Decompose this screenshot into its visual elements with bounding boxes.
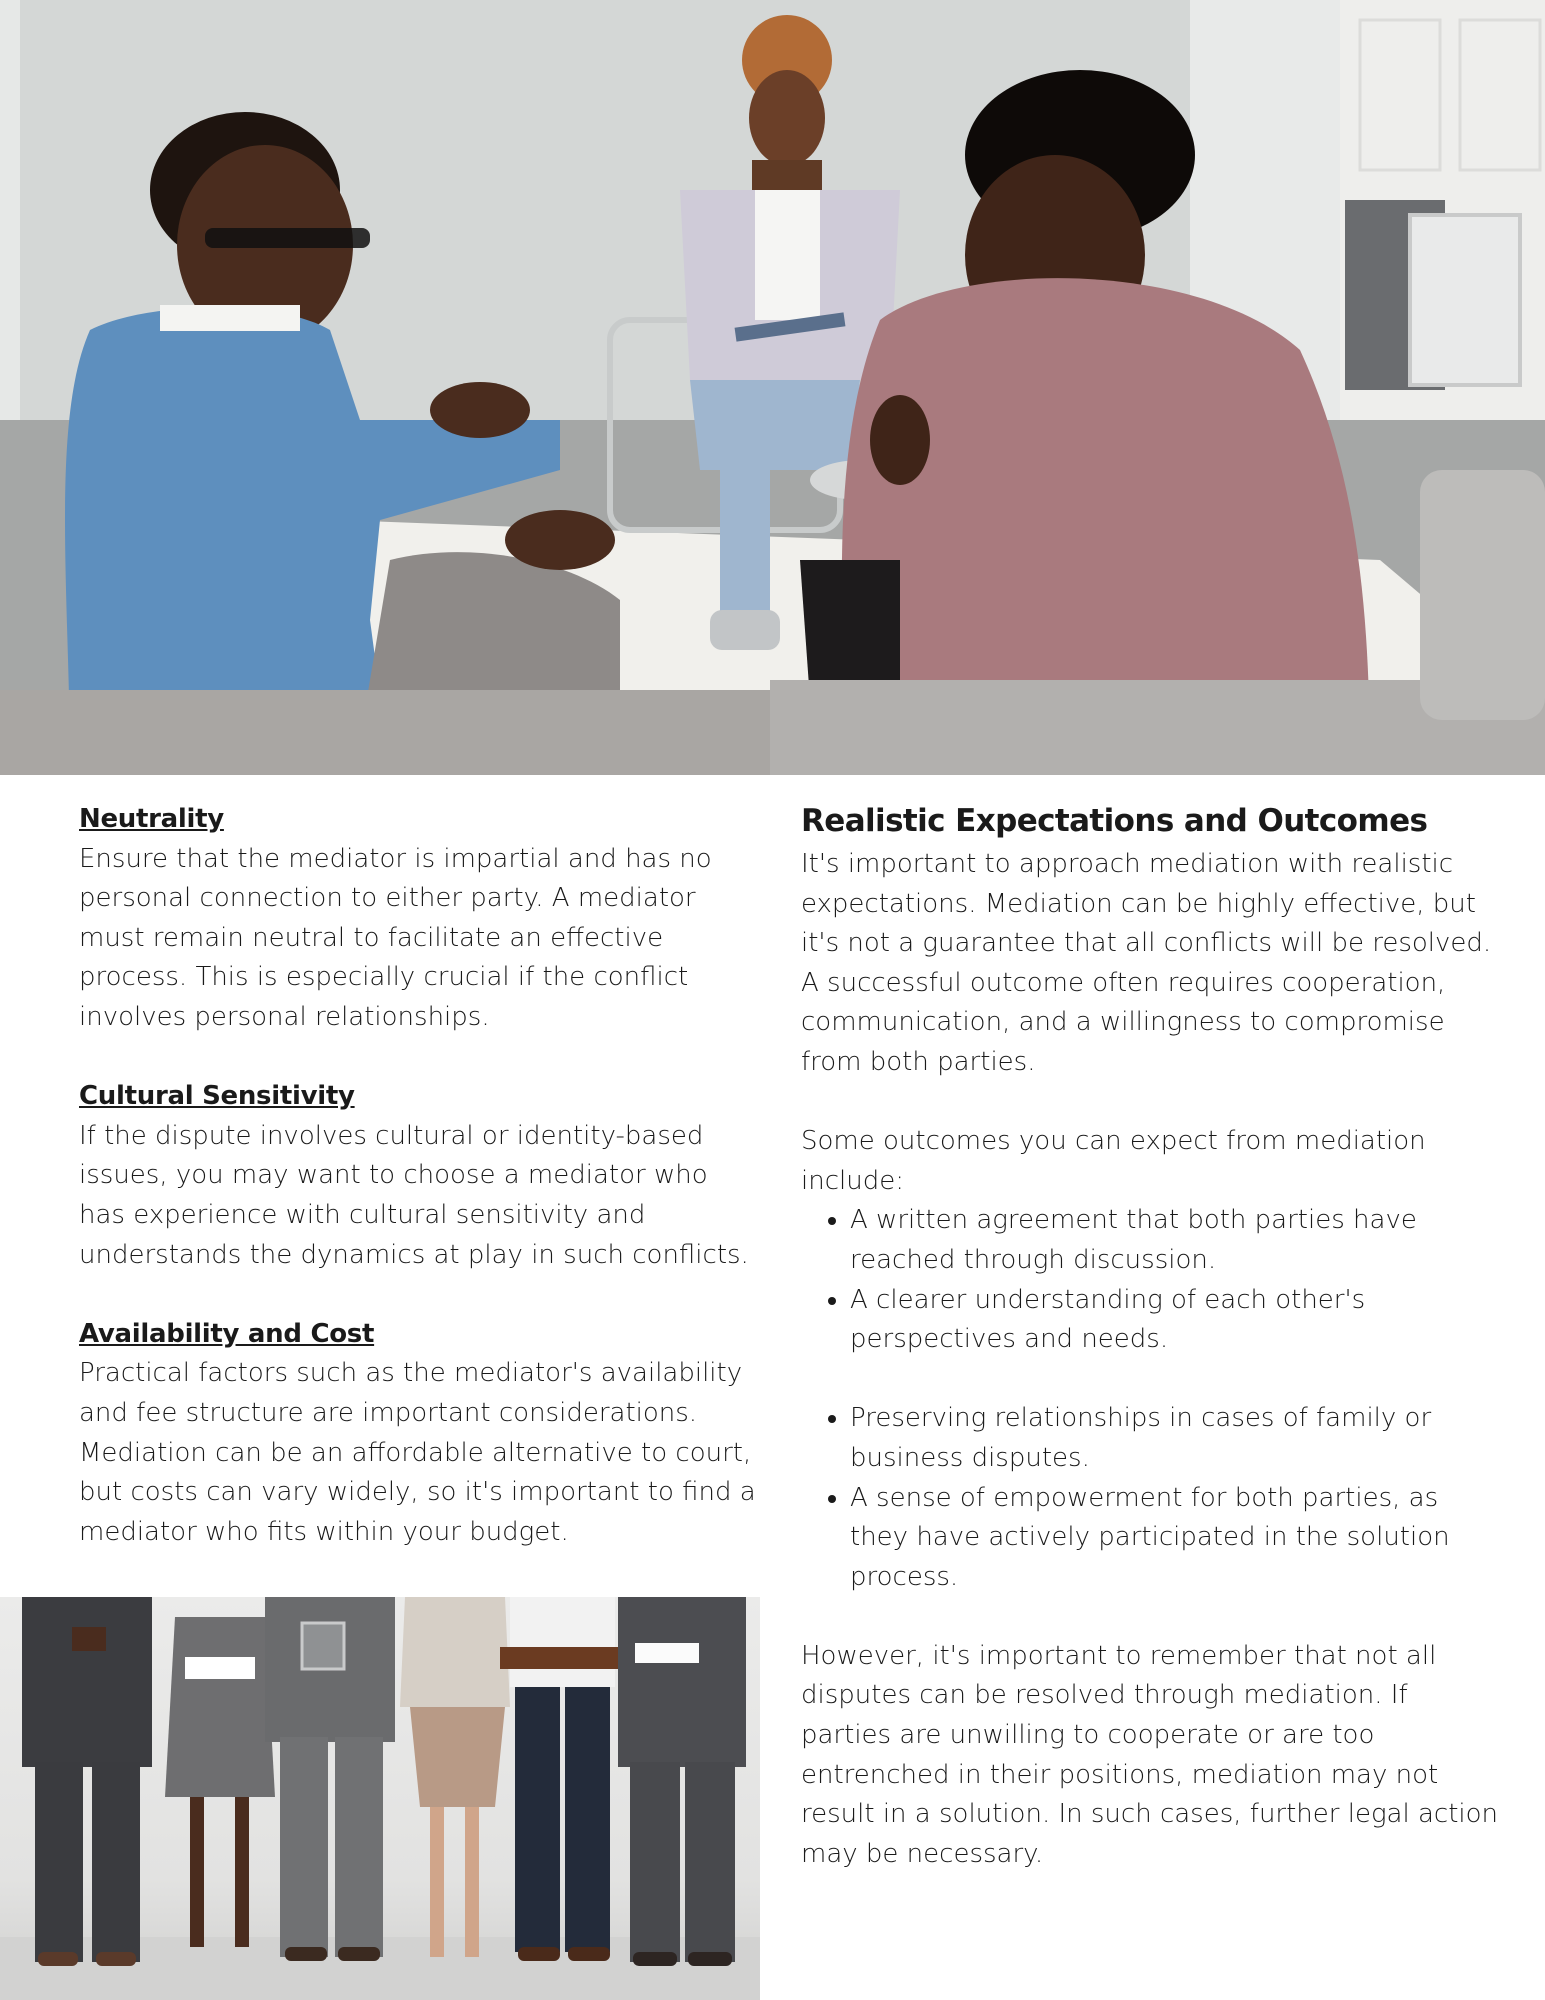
- outcomes-list: [801, 1201, 1501, 1597]
- spacer: [79, 1275, 759, 1315]
- cultural-sensitivity-body: If the dispute involves cultural or identity-based issues, you may want to choose a mediator who has experience with cultural sensitivity and understands the dynamics at play in such conflicts.: [79, 1120, 749, 1270]
- section-cultural-sensitivity: [79, 1077, 759, 1275]
- availability-cost-heading: Availability and Cost: [79, 1318, 375, 1349]
- neutrality-body: Ensure that the mediator is impartial and has no personal connection to either party. A mediator must remain neutral to facilitate an effective process. This is especially crucial if the conflict involves personal relationships.: [79, 843, 712, 1032]
- spacer: [79, 1038, 759, 1078]
- neutrality-heading: Neutrality: [79, 804, 224, 834]
- list-item: • A clearer understanding of each other's perspectives and needs.: [850, 1281, 1501, 1360]
- section-title: Realistic Expectations and Outcomes: [801, 803, 1428, 839]
- intro-paragraph: It's important to approach mediation with realistic expectations. Mediation can be highly effective, but it's not a guarantee that all conflicts will be resolved. A successful outcome often requires cooperation, communication, and a willingness to compromise from both parties.: [801, 849, 1492, 1077]
- list-item: • A written agreement that both parties have reached through discussion.: [850, 1201, 1501, 1280]
- hero-photo: [0, 0, 1545, 775]
- team-photo: [0, 1597, 760, 2000]
- section-availability-cost: [79, 1315, 759, 1553]
- spacer: [850, 1360, 1501, 1400]
- team-illustration: [0, 1597, 760, 2000]
- cultural-sensitivity-heading: Cultural Sensitivity: [79, 1081, 355, 1112]
- spacer: [801, 1597, 1501, 1637]
- spacer: [801, 1083, 1501, 1123]
- left-column: [79, 800, 759, 1552]
- list-item: • Preserving relationships in cases of family or business disputes.: [850, 1399, 1501, 1478]
- outcomes-lead-in: Some outcomes you can expect from mediation include:: [801, 1126, 1426, 1196]
- availability-cost-body: Practical factors such as the mediator's availability and fee structure are important considerations. Mediation can be an affordable alternative to court, but costs can vary widely, so it's important to find a mediator who fits within your budget.: [79, 1358, 756, 1547]
- hero-illustration: [0, 0, 1545, 775]
- list-item: • A sense of empowerment for both parties, as they have actively participated in the solution process.: [850, 1479, 1501, 1598]
- closing-paragraph: However, it's important to remember that not all disputes can be resolved through mediation. If parties are unwilling to cooperate or are too entrenched in their positions, mediation may not result in a solution. In such cases, further legal action may be necessary.: [801, 1640, 1499, 1869]
- section-neutrality: [79, 800, 759, 1038]
- right-column: [801, 800, 1501, 1874]
